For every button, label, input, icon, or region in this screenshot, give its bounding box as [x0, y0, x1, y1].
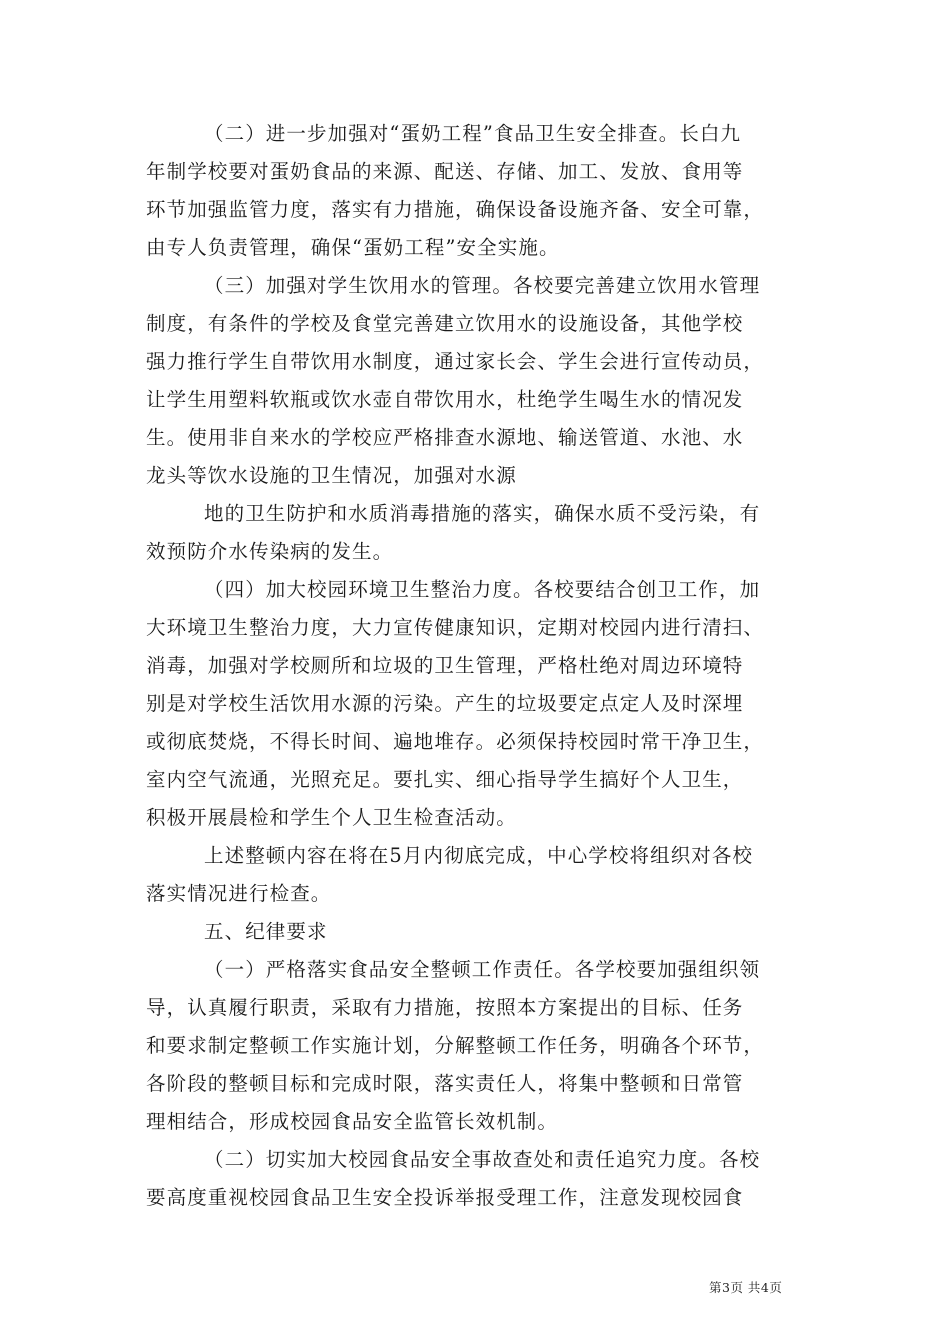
- text-line: （二）进一步加强对“蛋奶工程”食品卫生安全排查。长白九: [204, 122, 742, 145]
- text-line: 或彻底焚烧，不得长时间、遍地堆存。必须保持校园时常干净卫生，: [146, 730, 765, 753]
- text-line: （一）严格落实食品安全整顿工作责任。各学校要加强组织领: [204, 958, 761, 981]
- text-line: 要高度重视校园食品卫生安全投诉举报受理工作，注意发现校园食: [146, 1186, 744, 1209]
- text-line: 制度，有条件的学校及食堂完善建立饮用水的设施设备，其他学校: [146, 312, 744, 335]
- text-line: 别是对学校生活饮用水源的污染。产生的垃圾要定点定人及时深埋: [146, 692, 744, 715]
- text-line: 积极开展晨检和学生个人卫生检查活动。: [146, 806, 517, 829]
- text-line: （四）加大校园环境卫生整治力度。各校要结合创卫工作，加: [204, 578, 761, 601]
- text-line: 室内空气流通，光照充足。要扎实、细心指导学生搞好个人卫生，: [146, 768, 744, 791]
- text-line: （三）加强对学生饮用水的管理。各校要完善建立饮用水管理: [204, 274, 761, 297]
- text-line: 落实情况进行检查。: [146, 882, 332, 905]
- text-line: 效预防介水传染病的发生。: [146, 540, 394, 563]
- text-line: 由专人负责管理，确保“蛋奶工程”安全实施。: [146, 236, 560, 259]
- text-line: 年制学校要对蛋奶食品的来源、配送、存储、加工、发放、食用等: [146, 160, 744, 183]
- text-line: 和要求制定整顿工作实施计划，分解整顿工作任务，明确各个环节，: [146, 1034, 765, 1057]
- text-line: 各阶段的整顿目标和完成时限，落实责任人，将集中整顿和日常管: [146, 1072, 744, 1095]
- text-line: 强力推行学生自带饮用水制度，通过家长会、学生会进行宣传动员，: [146, 350, 765, 373]
- text-line: 消毒，加强对学校厕所和垃圾的卫生管理，严格杜绝对周边环境特: [146, 654, 744, 677]
- text-line: 生。使用非自来水的学校应严格排查水源地、输送管道、水池、水: [146, 426, 744, 449]
- text-line: （二）切实加大校园食品安全事故查处和责任追究力度。各校: [204, 1148, 761, 1171]
- text-line: 导，认真履行职责，采取有力措施，按照本方案提出的目标、任务: [146, 996, 744, 1019]
- text-line: 让学生用塑料软瓶或饮水壶自带饮用水，杜绝学生喝生水的情况发: [146, 388, 744, 411]
- page-number: 第3页 共4页: [709, 1280, 783, 1295]
- text-line: 大环境卫生整治力度，大力宣传健康知识，定期对校园内进行清扫、: [146, 616, 765, 639]
- text-line: 理相结合，形成校园食品安全监管长效机制。: [146, 1110, 559, 1133]
- section-heading: 五、纪律要求: [204, 920, 328, 943]
- text-line: 上述整顿内容在将在5月内彻底完成，中心学校将组织对各校: [204, 844, 754, 867]
- text-line: 地的卫生防护和水质消毒措施的落实，确保水质不受污染，有: [204, 502, 761, 525]
- text-line: 环节加强监管力度，落实有力措施，确保设备设施齐备、安全可靠，: [146, 198, 765, 221]
- text-line: 龙头等饮水设施的卫生情况，加强对水源: [146, 464, 517, 487]
